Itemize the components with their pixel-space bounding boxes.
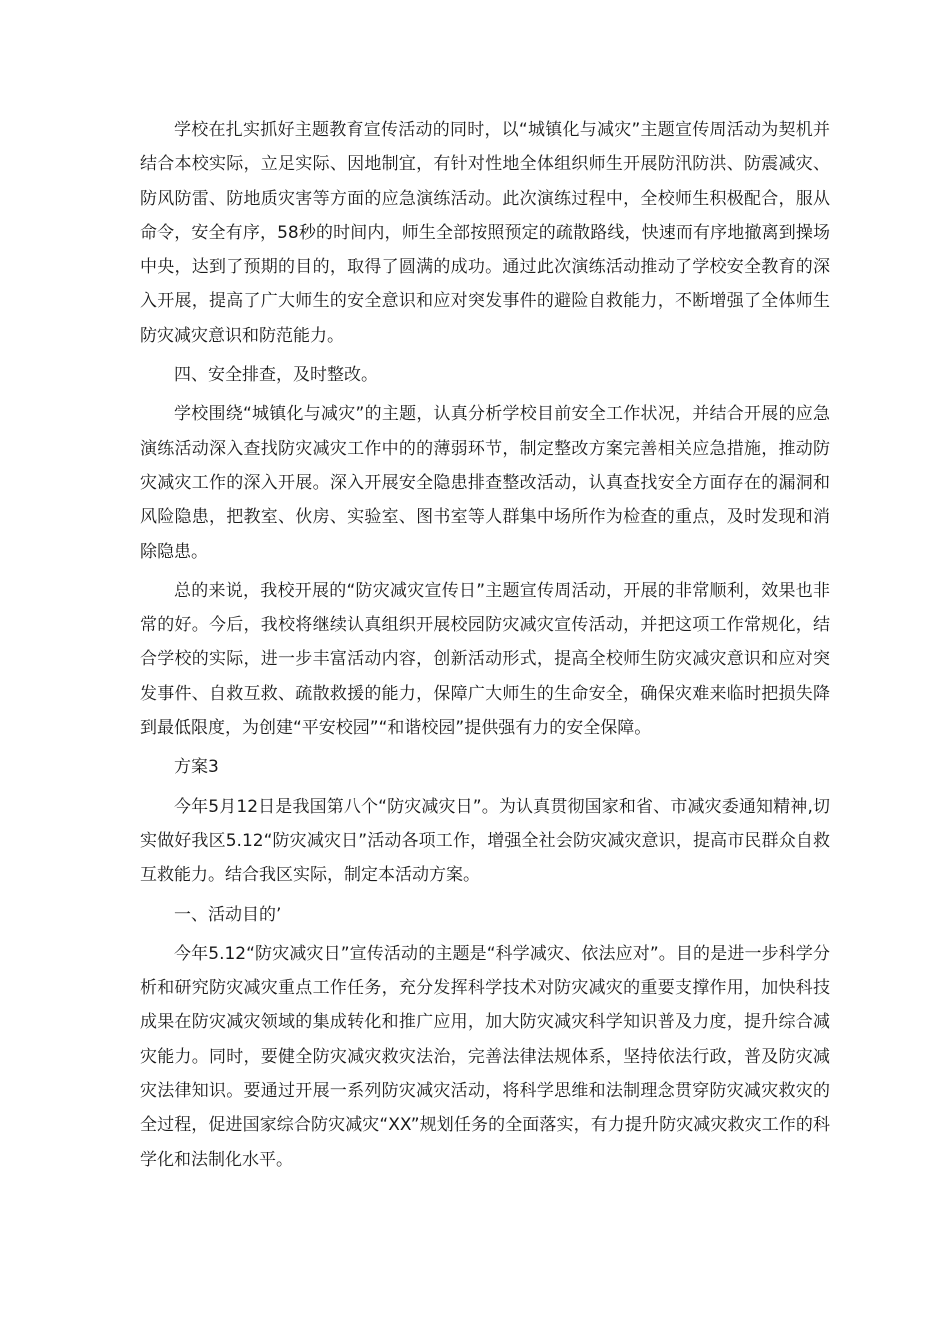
paragraph-activity-purpose: 今年5.12“防灾减灾日”宣传活动的主题是“科学减灾、依法应对”。目的是进一步科学分析和研究防灾减灾重点工作任务，充分发挥科学技术对防灾减灾的重要支撑作用，加快科技成果在防灾减灾领域的集成转化和推广应用，加大防灾减灾科学知识普及力度，提升综合减灾能力。同时，要健全防灾减灾救灾法治，完善法律法规体系，坚持依法行政，普及防灾减灾法律知识。要通过开展一系列防灾减灾活动，将科学思维和法制理念贯穿防灾减灾救灾的全过程，促进国家综合防灾减灾“XX”规划任务的全面落实，有力提升防灾减灾救灾工作的科学化和法制化水平。 xyxy=(140,943,830,1170)
heading-plan-3: 方案3 xyxy=(174,757,219,778)
document-page xyxy=(140,113,830,1177)
heading-activity-purpose: 一、活动目的’ xyxy=(174,904,282,925)
paragraph-drill-summary: 学校在扎实抓好主题教育宣传活动的同时，以“城镇化与减灾”主题宣传周活动为契机并结合本校实际，立足实际、因地制宜，有针对性地全体组织师生开展防汛防洪、防震减灾、防风防雷、防地质灾害等方面的应急演练活动。此次演练过程中，全校师生积极配合，服从命令，安全有序，58秒的时间内，师生全部按照预定的疏散路线，快速而有序地撤离到操场中央，达到了预期的目的，取得了圆满的成功。通过此次演练活动推动了学校安全教育的深入开展，提高了广大师生的安全意识和应对突发事件的避险自救能力，不断增强了全体师生防灾减灾意识和防范能力。 xyxy=(140,120,830,346)
heading-safety-inspection: 四、安全排查，及时整改。 xyxy=(174,365,378,386)
paragraph-conclusion: 总的来说，我校开展的“防灾减灾宣传日”主题宣传周活动，开展的非常顺利，效果也非常的好。今后，我校将继续认真组织开展校园防灾减灾宣传活动，并把这项工作常规化，结合学校的实际，进一步丰富活动内容，创新活动形式，提高全校师生防灾减灾意识和应对突发事件、自救互救、疏散救援的能力，保障广大师生的生命安全，确保灾难来临时把损失降到最低限度，为创建“平安校园”“和谐校园”提供强有力的安全保障。 xyxy=(140,580,830,739)
paragraph-plan-intro: 今年5月12日是我国第八个“防灾减灾日”。为认真贯彻国家和省、市减灾委通知精神,切实做好我区5.12“防灾减灾日”活动各项工作，增强全社会防灾减灾意识，提高市民群众自救互救能力。结合我区实际，制定本活动方案。 xyxy=(140,796,830,886)
paragraph-safety-inspection: 学校围绕“城镇化与减灾”的主题，认真分析学校目前安全工作状况，并结合开展的应急演练活动深入查找防灾减灾工作中的的薄弱环节，制定整改方案完善相关应急措施，推动防灾减灾工作的深入开展。深入开展安全隐患排查整改活动，认真查找安全方面存在的漏洞和风险隐患，把教室、伙房、实验室、图书室等人群集中场所作为检查的重点，及时发现和消除隐患。 xyxy=(140,404,830,562)
